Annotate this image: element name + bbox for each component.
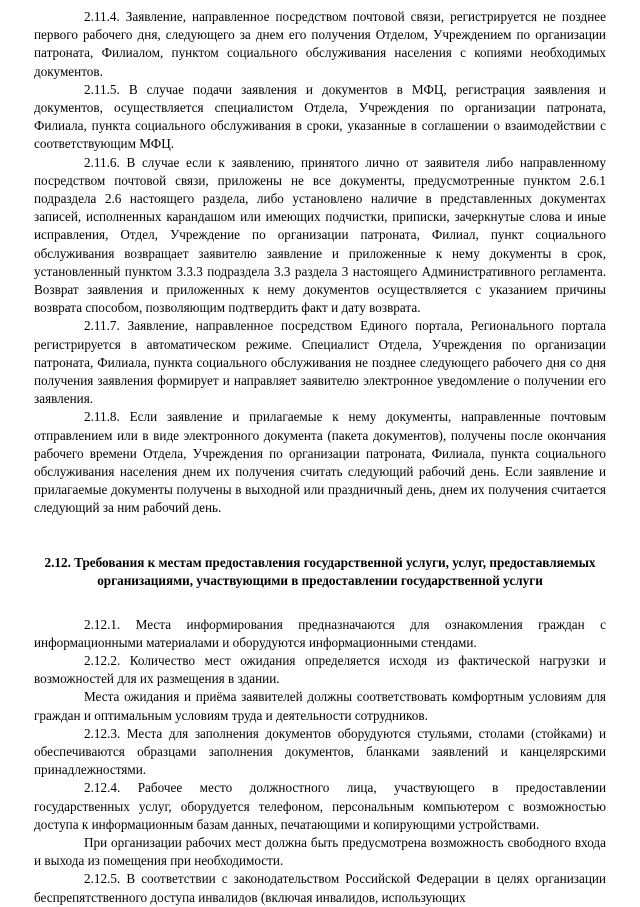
paragraph-2-11-8: 2.11.8. Если заявление и прилагаемые к нему документы, направленные почтовым отправлением или в виде электронного документа (пакета документов), получены после окончания рабочего времени Отдела, Учреждения по организации патроната, Филиала, пункта социального обслуживания населения днем их получения считать следующий рабочий день. Если заявление и прилагаемые документы получены в выходной или праздничный день, днем их получения считается следующий за ним рабочий день. <box>34 409 606 516</box>
paragraph-2-12-4: 2.12.4. Рабочее место должностного лица, участвующего в предоставлении государственных услуг, оборудуется телефоном, персональным компьютером с возможностью доступа к информационным базам данных, печатающими и копирующими устройствами. <box>34 780 606 832</box>
paragraph-2-11-4: 2.11.4. Заявление, направленное посредством почтовой связи, регистрируется не позднее первого рабочего дня, следующего за днем его получения Отделом, Учреждением по организации патроната, Филиалом, пунктом социального обслуживания населения с копиями необходимых документов. <box>34 9 606 79</box>
paragraph-2-11-6: 2.11.6. В случае если к заявлению, принятого лично от заявителя либо направленному посредством почтовой связи, приложены не все документы, предусмотренные пунктом 2.6.1 подраздела 2.6 настоящего раздела, либо установлено наличие в представленных документах записей, исполненных карандашом или имеющих подчистки, приписки, зачеркнутые слова и иные исправления, Отдел, Учреждение по организации патроната, Филиал, пункт социального обслуживания возвращает заявителю заявление и приложенные к нему документы в срок, установленный пунктом 3.3.3 подраздела 3.3 раздела 3 настоящего Административного регламента. Возврат заявления и приложенных к нему документов осуществляется с указанием причины возврата способом, позволяющим подтвердить факт и дату возврата. <box>34 154 606 316</box>
paragraph-waiting-places: Места ожидания и приёма заявителей должны соответствовать комфортным условиям для граждан и оптимальным условиям труда и деятельности сотрудников. <box>34 689 606 723</box>
paragraph-2-12-3: 2.12.3. Места для заполнения документов оборудуются стульями, столами (стойками) и обеспечиваются образцами заполнения документов, бланками заявлений и канцелярскими принадлежностями. <box>34 725 606 778</box>
paragraph-2-11-7: 2.11.7. Заявление, направленное посредством Единого портала, Регионального портала регистрируется в автоматическом режиме. Специалист Отдела, Учреждения по организации патроната, Филиала, пункта социального обслуживания не позднее следующего рабочего дня со дня получения заявления формирует и направляет заявителю электронное уведомление о получении его заявления. <box>34 318 606 407</box>
paragraph-2-12-1: 2.12.1. Места информирования предназначаются для ознакомления граждан с информационными материалами и оборудуются информационными стендами. <box>34 616 606 650</box>
paragraph-2-11-5: 2.11.5. В случае подачи заявления и документов в МФЦ, регистрация заявления и документов, осуществляется специалистом Отдела, Учреждения по организации патроната, Филиала, пункта социального обслуживания в сроки, указанные в соглашении о взаимодействии с соответствующим МФЦ. <box>34 81 606 152</box>
paragraph-2-12-2: 2.12.2. Количество мест ожидания определяется исходя из фактической нагрузки и возможностей для их размещения в здании. <box>34 652 606 687</box>
document-page <box>34 8 606 907</box>
paragraph-2-12-5: 2.12.5. В соответствии с законодательством Российской Федерации в целях организации беспрепятственного доступа инвалидов (включая инвалидов, использующих <box>34 871 606 905</box>
paragraph-workplace-access: При организации рабочих мест должна быть предусмотрена возможность свободного входа и выхода из помещения при необходимости. <box>34 834 606 869</box>
section-heading-2-12: 2.12. Требования к местам предоставления государственной услуги, услуг, предоставляемых организациями, участвующими в предоставлении государственной услуги <box>44 554 596 589</box>
